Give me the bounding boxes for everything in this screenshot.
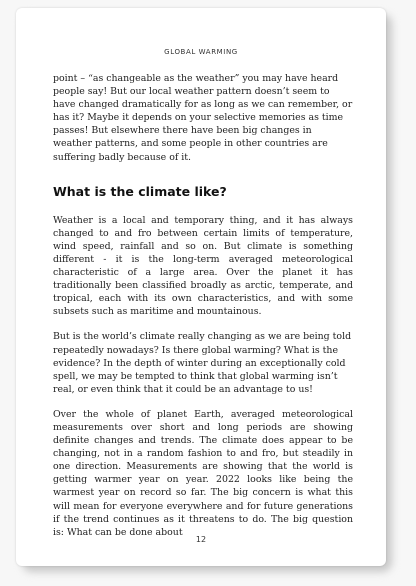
page-body bbox=[53, 72, 353, 551]
running-head: GLOBAL WARMING bbox=[164, 48, 238, 56]
section-heading: What is the climate like? bbox=[53, 183, 227, 199]
paragraph-measurements: Over the whole of planet Earth, averaged meteorological measurements over short and long periods are showing definite changes and trends. The climate does appear to be changing, not in a random fashion to and fro, but steadily in one direction. Measurements are showing that the world is getting warmer year on year. 2022 looks like being the warmest year on record so far. The big concern is what this will mean for everyone everywhere and for future generations if the trend continues as it threatens to do. The big question is: What can be done about bbox=[53, 408, 353, 538]
book-page bbox=[16, 8, 386, 566]
paragraph-continuation: point – “as changeable as the weather” you may have heard people say! But our local weather pattern doesn’t seem to have changed dramatically for as long as we can remember, or has it? Maybe it depends on your selective memories as time passes! But elsewhere there have been big changes in weather patterns, and some people in other countries are suffering badly because of it. bbox=[53, 73, 353, 163]
page-number: 12 bbox=[195, 535, 207, 544]
paragraph-climate-question: But is the world’s climate really changing as we are being told repeatedly nowadays? Is there global warming? What is the evidence? In the depth of winter during an exceptionally cold spell, we may be tempted to think that global warming isn’t real, or even think that it could be an advantage to us! bbox=[53, 331, 352, 395]
paragraph-weather: Weather is a local and temporary thing, and it has always changed to and fro between certain limits of temperature, wind speed, rainfall and so on. But climate is something different - it is the long-term averaged meteorological characteristic of a large area. Over the planet it has traditionally been classified broadly as arctic, temperate, and tropical, each with its own characteristics, and with some subsets such as maritime and mountainous. bbox=[53, 214, 353, 318]
